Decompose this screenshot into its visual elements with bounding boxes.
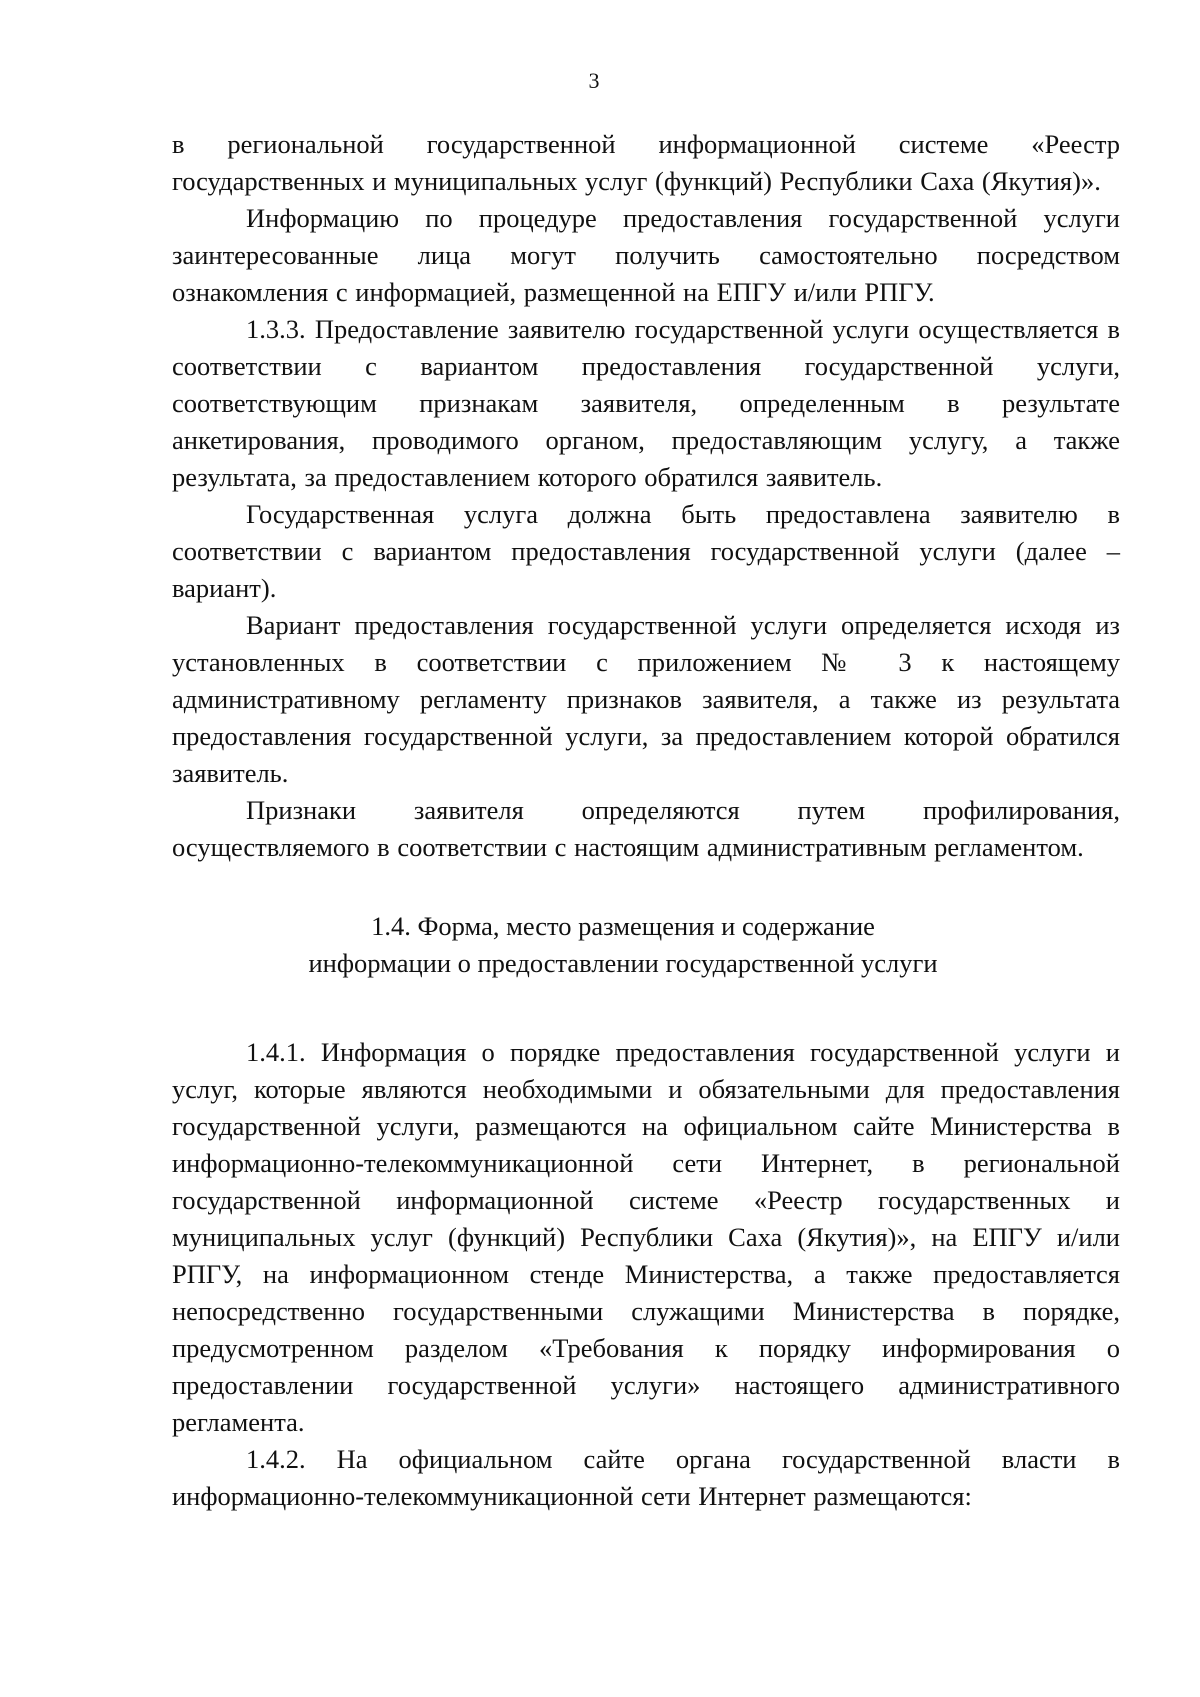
paragraph-continuation: в региональной государственной информационной системе «Реестр государственных и муниципальных услуг (функций) Республики Саха (Якутия)». [172, 129, 1120, 196]
section-heading-line-1: 1.4. Форма, место размещения и содержание [371, 911, 875, 941]
document-body [172, 126, 1120, 1515]
paragraph-1-4-1: 1.4.1. Информация о порядке предоставления государственной услуги и услуг, которые являются необходимыми и обязательными для предоставления государственной услуги, размещаются на официальном сайте Министерства в информационно-телекоммуникационной сети Интернет, в региональной государственной информационной системе «Реестр государственных и муниципальных услуг (функций) Республики Саха (Якутия)», на ЕПГУ и/или РПГУ, на информационном стенде Министерства, а также предоставляется непосредственно государственными служащими Министерства в порядке, предусмотренном разделом «Требования к порядку информирования о предоставлении государственной услуги» настоящего административного регламента. [172, 1037, 1120, 1437]
section-heading-1-4 [172, 908, 1120, 982]
paragraph-1-3-3: 1.3.3. Предоставление заявителю государственной услуги осуществляется в соответствии с вариантом предоставления государственной услуги, соответствующим признакам заявителя, определенным в результате анкетирования, проводимого органом, предоставляющим услугу, а также результата, за предоставлением которого обратился заявитель. [172, 314, 1120, 492]
section-heading-line-2: информации о предоставлении государственной услуги [308, 948, 938, 978]
spacer [172, 982, 1120, 1034]
paragraph-1-4-2: 1.4.2. На официальном сайте органа государственной власти в информационно-телекоммуникационной сети Интернет размещаются: [172, 1444, 1120, 1511]
paragraph-applicant-attributes: Признаки заявителя определяются путем профилирования, осуществляемого в соответствии с настоящим административным регламентом. [172, 795, 1120, 862]
paragraph-service-variant: Государственная услуга должна быть предоставлена заявителю в соответствии с вариантом предоставления государственной услуги (далее – вариант). [172, 499, 1120, 603]
paragraph-info-procedure: Информацию по процедуре предоставления государственной услуги заинтересованные лица могут получить самостоятельно посредством ознакомления с информацией, размещенной на ЕПГУ и/или РПГУ. [172, 203, 1120, 307]
paragraph-variant-definition: Вариант предоставления государственной услуги определяется исходя из установленных в соответствии с приложением № 3 к настоящему административному регламенту признаков заявителя, а также из результата предоставления государственной услуги, за предоставлением которой обратился заявитель. [172, 610, 1120, 788]
page-number: 3 [588, 68, 600, 93]
